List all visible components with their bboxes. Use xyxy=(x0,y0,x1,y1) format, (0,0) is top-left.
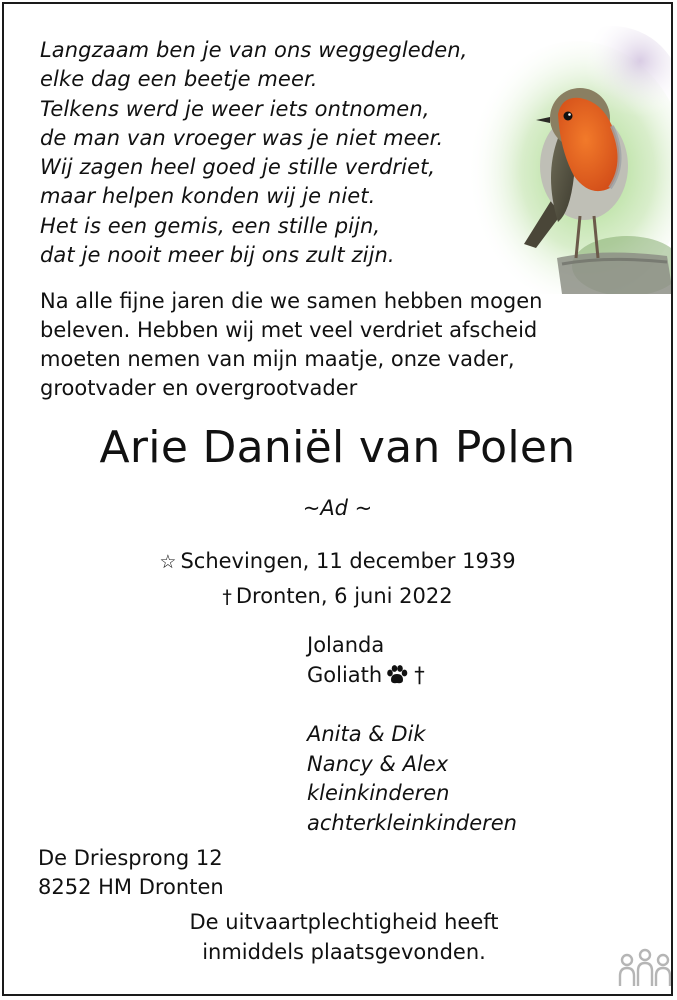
address-city: 8252 HM Dronten xyxy=(38,875,224,899)
robin-icon xyxy=(462,26,673,294)
poem-line: Het is een gemis, een stille pijn, xyxy=(40,213,381,238)
address xyxy=(38,844,224,902)
paw-icon xyxy=(386,663,408,693)
intro-line: grootvader en overgrootvader xyxy=(40,376,358,400)
poem xyxy=(40,36,467,270)
address-street: De Driesprong 12 xyxy=(38,846,223,870)
poem-line: dat je nooit meer bij ons zult zijn. xyxy=(40,243,395,268)
intro-text xyxy=(40,287,543,403)
family-relatives xyxy=(307,720,517,838)
poem-line: Langzaam ben je van ons weggegleden, xyxy=(40,38,468,62)
nickname: ~Ad ~ xyxy=(302,496,373,520)
pet-name: Goliath xyxy=(307,663,383,687)
people-group-icon xyxy=(617,946,673,990)
star-icon: ☆ xyxy=(159,551,177,573)
poem-line: de man van vroeger was je niet meer. xyxy=(40,125,444,150)
intro-line: beleven. Hebben wij met veel verdriet afscheid xyxy=(40,318,538,342)
poem-line: Telkens werd je weer iets ontnomen, xyxy=(40,96,430,121)
funeral-notice xyxy=(144,908,544,967)
obituary-card xyxy=(2,2,673,996)
pet-line xyxy=(307,660,425,693)
poem-line: Wij zagen heel goed je stille verdriet, xyxy=(40,155,436,180)
relative-line: Anita & Dik xyxy=(307,722,426,746)
birth-date: Schevingen, 11 december 1939 xyxy=(180,549,516,573)
poem-line: maar helpen konden wij je niet. xyxy=(40,184,376,209)
poem-line: elke dag een beetje meer. xyxy=(40,67,318,92)
funeral-line: De uitvaartplechtigheid heeft xyxy=(189,910,499,934)
partner-name: Jolanda xyxy=(307,633,385,657)
relative-line: achterkleinkinderen xyxy=(307,810,517,835)
death-line xyxy=(4,579,671,614)
deceased-name: Arie Daniël van Polen xyxy=(99,422,576,473)
intro-line: Na alle fijne jaren die we samen hebben mogen xyxy=(40,289,543,313)
relative-line: kleinkinderen xyxy=(307,781,450,805)
birth-line xyxy=(4,544,671,579)
relative-line: Nancy & Alex xyxy=(307,751,449,776)
life-dates xyxy=(4,544,671,614)
family-primary xyxy=(307,630,425,693)
funeral-line: inmiddels plaatsgevonden. xyxy=(202,939,486,964)
pet-cross-icon: † xyxy=(414,663,425,687)
intro-line: moeten nemen van mijn maatje, onze vader, xyxy=(40,347,515,371)
death-date: Dronten, 6 juni 2022 xyxy=(235,584,453,608)
cross-icon: † xyxy=(222,586,232,608)
